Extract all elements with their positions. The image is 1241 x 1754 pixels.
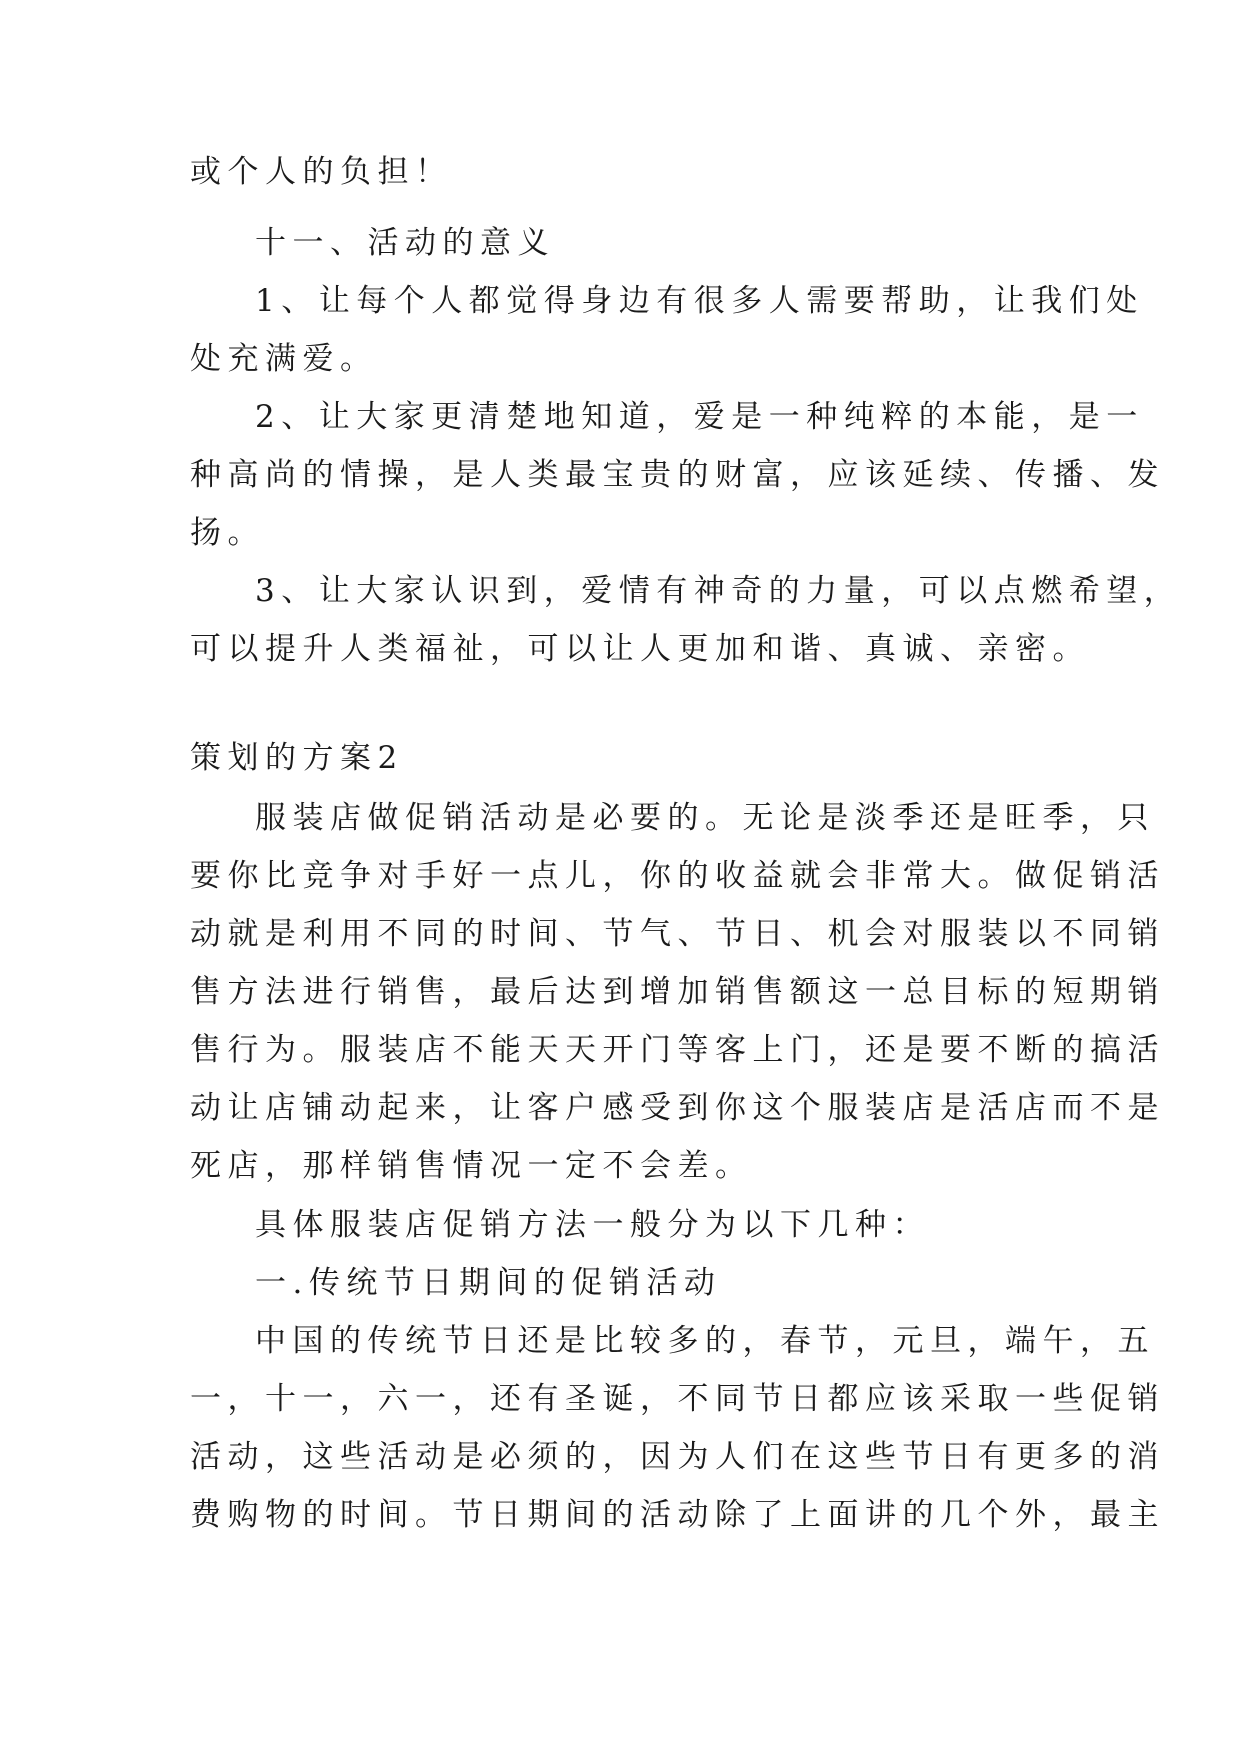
text-line: 要你比竞争对手好一点儿，你的收益就会非常大。做促销活 — [190, 858, 1165, 894]
text-line: 1、让每个人都觉得身边有很多人需要帮助，让我们处 — [255, 283, 1144, 319]
text-line: 一，十一，六一，还有圣诞，不同节日都应该采取一些促销 — [190, 1381, 1165, 1417]
text-line: 具体服装店促销方法一般分为以下几种： — [255, 1207, 930, 1243]
text-line: 3、让大家认识到，爱情有神奇的力量，可以点燃希望， — [255, 573, 1182, 609]
text-line: 可以提升人类福祉，可以让人更加和谐、真诚、亲密。 — [190, 631, 1090, 667]
text-line: 种高尚的情操，是人类最宝贵的财富，应该延续、传播、发 — [190, 457, 1165, 493]
section-heading: 十一、活动的意义 — [255, 225, 555, 261]
text-line: 扬。 — [190, 515, 265, 551]
subsection-heading: 一.传统节日期间的促销活动 — [255, 1265, 722, 1301]
text-line: 动就是利用不同的时间、节气、节日、机会对服装以不同销 — [190, 916, 1165, 952]
text-line: 活动，这些活动是必须的，因为人们在这些节日有更多的消 — [190, 1439, 1165, 1475]
text-line: 或个人的负担！ — [190, 154, 453, 190]
section-title: 策划的方案2 — [190, 740, 404, 776]
text-line: 服装店做促销活动是必要的。无论是淡季还是旺季，只 — [255, 800, 1155, 836]
text-line: 死店，那样销售情况一定不会差。 — [190, 1148, 753, 1184]
text-line: 处充满爱。 — [190, 341, 378, 377]
text-line: 动让店铺动起来，让客户感受到你这个服装店是活店而不是 — [190, 1090, 1165, 1126]
text-line: 售行为。服装店不能天天开门等客上门，还是要不断的搞活 — [190, 1032, 1165, 1068]
text-line: 费购物的时间。节日期间的活动除了上面讲的几个外，最主 — [190, 1497, 1165, 1533]
text-line: 中国的传统节日还是比较多的，春节，元旦，端午，五 — [255, 1323, 1155, 1359]
text-line: 2、让大家更清楚地知道，爱是一种纯粹的本能，是一 — [255, 399, 1144, 435]
text-line: 售方法进行销售，最后达到增加销售额这一总目标的短期销 — [190, 974, 1165, 1010]
